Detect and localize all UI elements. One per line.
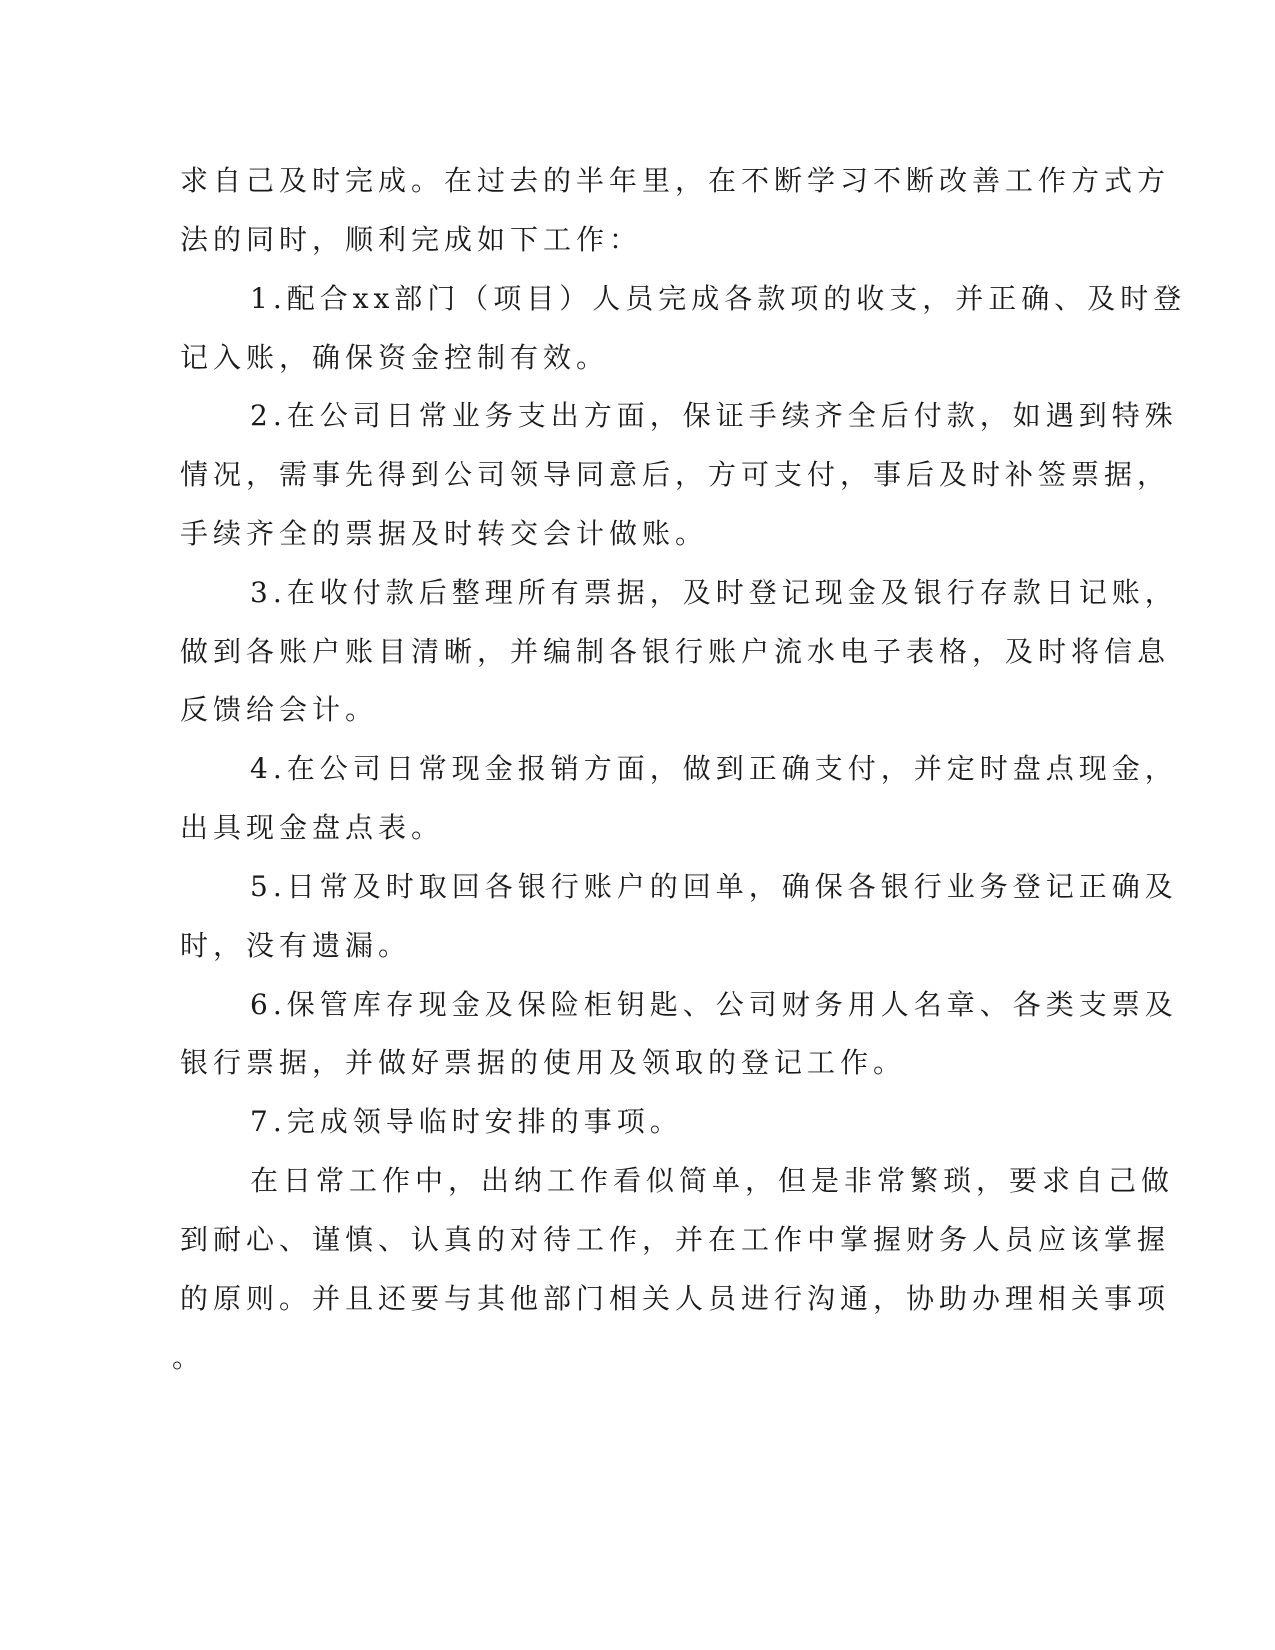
text-line: 的原则。并且还要与其他部门相关人员进行沟通，协助办理相关事项 (180, 1282, 1171, 1315)
text-line: 手续齐全的票据及时转交会计做账。 (180, 517, 709, 550)
text-line: 做到各账户账目清晰，并编制各银行账户流水电子表格，及时将信息 (180, 635, 1171, 668)
text-line: 情况，需事先得到公司领导同意后，方可支付，事后及时补签票据， (180, 458, 1171, 491)
text-line: 反馈给会计。 (180, 693, 379, 726)
text-line: 记入账，确保资金控制有效。 (180, 341, 610, 374)
text-line: 出具现金盘点表。 (180, 811, 445, 844)
text-line: 。 (172, 1341, 206, 1374)
text-line: 在日常工作中，出纳工作看似简单，但是非常繁琐，要求自己做 (250, 1164, 1175, 1197)
text-line: 银行票据，并做好票据的使用及领取的登记工作。 (180, 1046, 907, 1079)
text-line: 5.日常及时取回各银行账户的回单，确保各银行业务登记正确及 (250, 870, 1178, 903)
text-line: 3.在收付款后整理所有票据，及时登记现金及银行存款日记账， (250, 576, 1178, 609)
text-line: 求自己及时完成。在过去的半年里，在不断学习不断改善工作方式方 (180, 164, 1171, 197)
text-line: 7.完成领导临时安排的事项。 (250, 1105, 683, 1138)
text-line: 时，没有遗漏。 (180, 929, 412, 962)
text-line: 1.配合xx部门（项目）人员完成各款项的收支，并正确、及时登 (250, 282, 1187, 315)
text-line: 2.在公司日常业务支出方面，保证手续齐全后付款，如遇到特殊 (250, 399, 1178, 432)
text-line: 4.在公司日常现金报销方面，做到正确支付，并定时盘点现金， (250, 752, 1178, 785)
text-line: 到耐心、谨慎、认真的对待工作，并在工作中掌握财务人员应该掌握 (180, 1223, 1171, 1256)
text-line: 6.保管库存现金及保险柜钥匙、公司财务用人名章、各类支票及 (250, 988, 1178, 1021)
text-line: 法的同时，顺利完成如下工作： (180, 223, 643, 256)
